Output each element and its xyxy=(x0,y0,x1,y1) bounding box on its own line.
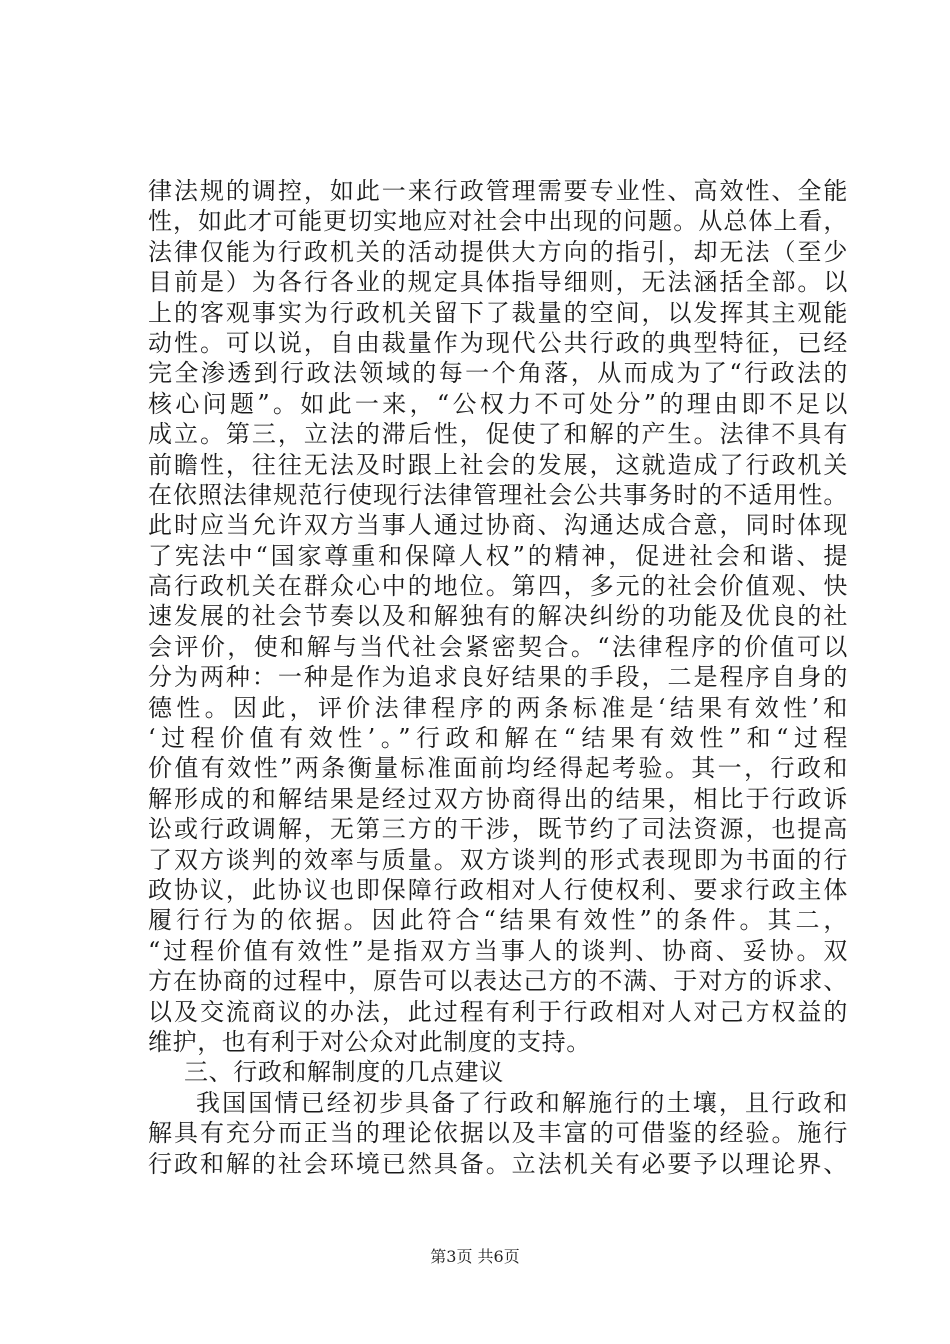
text-line: 讼或行政调解，无第三方的干涉，既节约了司法资源，也提高 xyxy=(148,815,848,844)
text-line: 律法规的调控，如此一来行政管理需要专业性、高效性、全能 xyxy=(148,177,848,205)
section-heading: 三、行政和解制度的几点建议 xyxy=(184,1058,504,1087)
text-line: 成立。第三，立法的滞后性，促使了和解的产生。法律不具有 xyxy=(148,420,848,449)
text-line: 上的客观事实为行政机关留下了裁量的空间，以发挥其主观能 xyxy=(148,298,848,327)
text-line: 以及交流商议的办法，此过程有利于行政相对人对己方权益的 xyxy=(148,997,848,1026)
text-line: 核心问题”。如此一来，“公权力不可处分”的理由即不足以 xyxy=(148,389,848,418)
text-line: 了双方谈判的效率与质量。双方谈判的形式表现即为书面的行 xyxy=(148,845,848,874)
text-line: 解形成的和解结果是经过双方协商得出的结果，相比于行政诉 xyxy=(148,784,848,813)
text-line: 在依照法律规范行使现行法律管理社会公共事务时的不适用性。 xyxy=(148,480,848,509)
text-line: 解具有充分而正当的理论依据以及丰富的可借鉴的经验。施行 xyxy=(148,1119,848,1148)
text-line: 方在协商的过程中，原告可以表达己方的不满、于对方的诉求、 xyxy=(148,967,848,996)
text-line: 维护，也有利于对公众对此制度的支持。 xyxy=(148,1027,591,1056)
text-line: 高行政机关在群众心中的地位。第四，多元的社会价值观、快 xyxy=(148,572,848,601)
text-line: 价值有效性”两条衡量标准面前均经得起考验。其一，行政和 xyxy=(148,754,848,783)
text-line: 完全渗透到行政法领域的每一个角落，从而成为了“行政法的 xyxy=(148,359,848,388)
page-footer: 第3页 共6页 xyxy=(430,1247,520,1266)
text-line: 法律仅能为行政机关的活动提供大方向的指引，却无法（至少 xyxy=(148,237,848,266)
text-line: 会评价，使和解与当代社会紧密契合。“法律程序的价值可以 xyxy=(148,632,848,661)
text-line: 政协议，此协议也即保障行政相对人行使权利、要求行政主体 xyxy=(148,875,848,904)
text-line: 性，如此才可能更切实地应对社会中出现的问题。从总体上看， xyxy=(148,207,848,236)
text-line: 目前是）为各行各业的规定具体指导细则，无法涵括全部。以 xyxy=(148,268,848,297)
text-line: 我国国情已经初步具备了行政和解施行的土壤，且行政和 xyxy=(196,1088,848,1117)
text-line: 分为两种：一种是作为追求良好结果的手段，二是程序自身的 xyxy=(148,663,848,692)
text-line: 动性。可以说，自由裁量作为现代公共行政的典型特征，已经 xyxy=(148,328,848,357)
continued-paragraph xyxy=(148,176,848,1057)
new-paragraph xyxy=(148,1088,848,1179)
text-line: “过程价值有效性”是指双方当事人的谈判、协商、妥协。双 xyxy=(148,936,848,965)
text-line: 速发展的社会节奏以及和解独有的解决纠纷的功能及优良的社 xyxy=(148,602,848,631)
text-line: 行政和解的社会环境已然具备。立法机关有必要予以理论界、 xyxy=(148,1149,848,1178)
text-line: 履行行为的依据。因此符合“结果有效性”的条件。其二， xyxy=(148,906,848,935)
text-line: 此时应当允许双方当事人通过协商、沟通达成合意，同时体现 xyxy=(148,511,848,540)
text-line: 了宪法中“国家尊重和保障人权”的精神，促进社会和谐、提 xyxy=(148,541,848,570)
text-line: 前瞻性，往往无法及时跟上社会的发展，这就造成了行政机关 xyxy=(148,450,848,479)
body-text xyxy=(148,176,848,1179)
text-line: ‘过程价值有效性’。”行政和解在“结果有效性”和“过程 xyxy=(148,724,848,753)
text-line: 德性。因此，评价法律程序的两条标准是‘结果有效性’和 xyxy=(148,693,848,722)
